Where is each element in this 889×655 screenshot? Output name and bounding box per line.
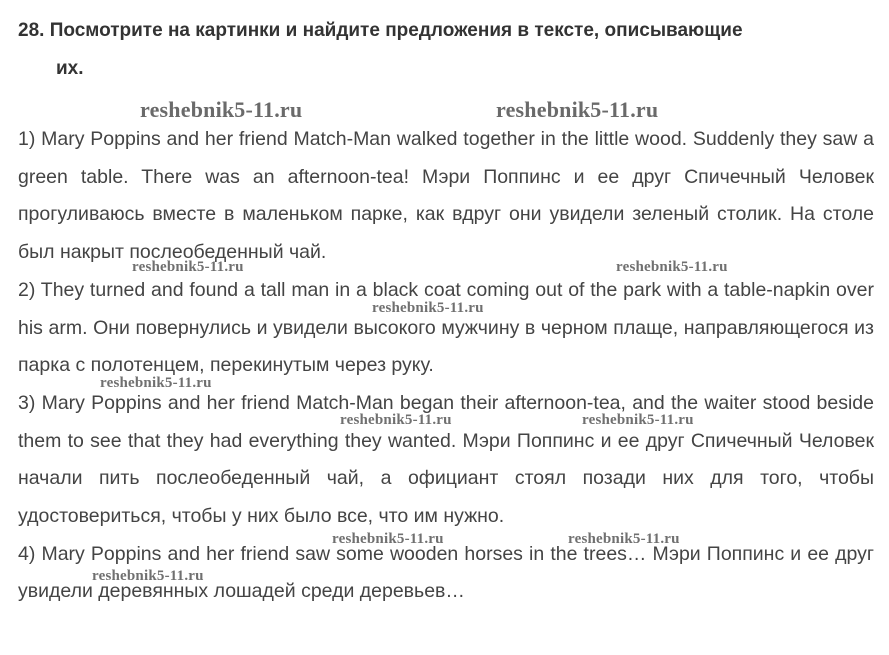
answer-paragraph-3: 3) Mary Poppins and her friend Match-Man began their afternoon-tea, and the waiter stood beside them to see that they had everything they wanted. Мэри Поппинс и ее друг Спичечный Человек начали пить послеобеденный чай, а официант стоял позади них для того, чтобы удостовериться, чтобы у них было все, что им нужно. [18, 391, 874, 528]
task-heading-line2: их. [56, 58, 84, 79]
watermark: reshebnik5-11.ru [100, 375, 212, 391]
watermark: reshebnik5-11.ru [616, 259, 728, 275]
watermark: reshebnik5-11.ru [582, 412, 694, 428]
watermark: reshebnik5-11.ru [568, 531, 680, 547]
watermark: reshebnik5-11.ru [140, 97, 303, 122]
watermark: reshebnik5-11.ru [92, 568, 204, 584]
watermark: reshebnik5-11.ru [132, 259, 244, 275]
task-heading [18, 12, 878, 88]
answer-paragraph-4: 4) Mary Poppins and her friend saw some wooden horses in the trees… Мэри Поппинс и ее друг увидели деревянных лошадей среди деревьев… [18, 542, 874, 603]
watermark: reshebnik5-11.ru [496, 97, 659, 122]
task-heading-line1: 28. Посмотрите на картинки и найдите предложения в тексте, описывающие [18, 20, 743, 41]
answer-paragraph-2: 2) They turned and found a tall man in a black coat coming out of the park with a table-napkin over his arm. Они повернулись и увидели высокого мужчину в черном плаще, направляющегося из парка с полотенцем, перекинутым через руку. [18, 278, 874, 377]
watermark: reshebnik5-11.ru [372, 300, 484, 316]
answer-paragraph-1: 1) Mary Poppins and her friend Match-Man walked together in the little wood. Suddenly they saw a green table. There was an afternoon-tea! Мэри Поппинс и ее друг Спичечный Человек прогуливаюсь вместе в маленьком парке, как вдруг они увидели зеленый столик. На столе был накрыт послеобеденный чай. [18, 128, 874, 264]
watermark: reshebnik5-11.ru [340, 412, 452, 428]
answer-text [18, 121, 874, 611]
watermark: reshebnik5-11.ru [332, 531, 444, 547]
